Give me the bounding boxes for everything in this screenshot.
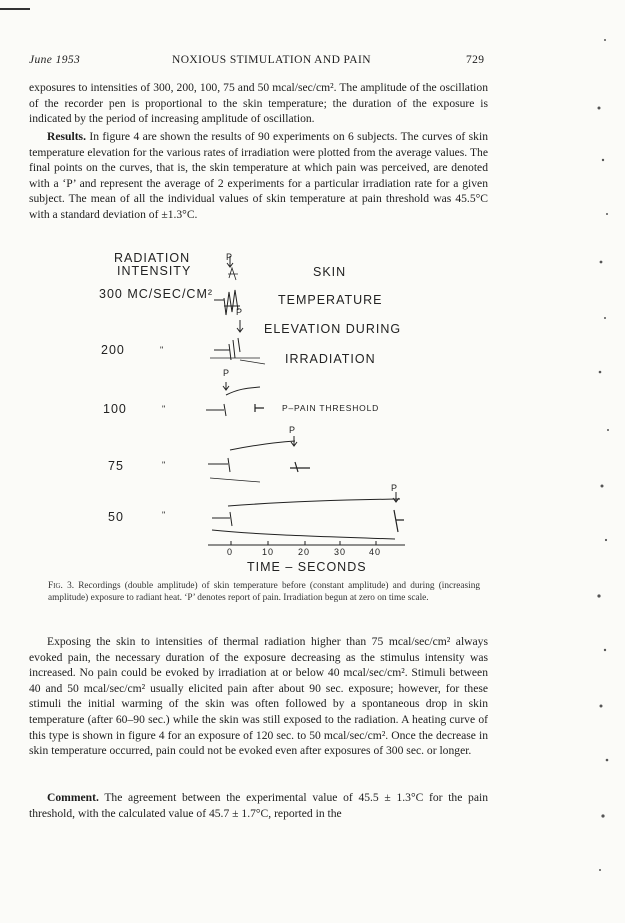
ditto-mark: " bbox=[160, 345, 165, 355]
intensity-75-label: 75 bbox=[108, 459, 124, 473]
intensity-200-label: 200 bbox=[101, 343, 125, 357]
intensity-label: INTENSITY bbox=[117, 264, 192, 278]
intensity-50-label: 50 bbox=[108, 510, 124, 524]
pain-marker: P bbox=[223, 368, 231, 378]
pain-threshold-legend: P–PAIN THRESHOLD bbox=[282, 403, 380, 413]
axis-tick-40: 40 bbox=[369, 547, 382, 557]
axis-tick-30: 30 bbox=[334, 547, 347, 557]
axis-tick-10: 10 bbox=[262, 547, 275, 557]
paragraph-text: In figure 4 are shown the results of 90 experiments on 6 subjects. The curves of skin temperature elevation for the various rates of irradiation were plotted from the average values. The final points on the curves, that is, the skin temperature at which pain was perceived, are denoted with a ‘P’ and represent the average of 2 experiments for a particular irradiation rate for a given subject. The mean of all the individual values of skin temperature at pain threshold was 45.5°C with a standard deviation of ±1.3°C. bbox=[29, 130, 488, 221]
pain-marker: P bbox=[226, 252, 234, 262]
caption-label: Fig. 3. bbox=[48, 581, 75, 591]
intensity-300-label: 300 MC/SEC/CM² bbox=[99, 287, 214, 301]
paragraph-text: The agreement between the experimental value of 45.5 ± 1.3°C for the pain threshold, with the calculated value of 45.7 ± 1.7°C, reported in the bbox=[29, 791, 488, 820]
paragraph-text: Exposing the skin to intensities of thermal radiation higher than 75 mcal/sec/cm² always evoked pain, the necessary duration of the exposure decreasing as the stimulus intensity was increased. No pain could be evoked by irradiation at or below 40 mcal/sec/cm². Stimuli between 40 and 50 mcal/sec/cm² usually elicited pain after about 90 sec. exposure; however, for these stimuli the initial warming of the skin was often followed by a spontaneous drop in skin temperature (after 60–90 sec.) while the skin was still exposed to the radiation. A heating curve of this type is shown in figure 4 for an exposure of 120 sec. to 50 mcal/sec/cm². Once the decrease in skin temperature occurred, pain could not be evoked even after exposures of 300 sec. or longer. bbox=[29, 635, 488, 758]
header-title: NOXIOUS STIMULATION AND PAIN bbox=[172, 54, 371, 66]
axis-tick-0: 0 bbox=[227, 547, 234, 557]
scan-top-border bbox=[0, 0, 30, 10]
pain-marker: P bbox=[391, 483, 399, 493]
figure-title-line-4: IRRADIATION bbox=[285, 352, 376, 366]
caption-text: Recordings (double amplitude) of skin temperature before (constant amplitude) and during (increasing amplitude) exposure to radiant heat. ‘P’ denotes report of pain. Irradiation begun at zero on time scale. bbox=[48, 581, 480, 604]
axis-tick-20: 20 bbox=[298, 547, 311, 557]
paragraph-exposing bbox=[29, 634, 488, 759]
figure-title-line-2: TEMPERATURE bbox=[278, 293, 383, 307]
figure-title-line-3: ELEVATION DURING bbox=[264, 322, 402, 336]
page-number: 729 bbox=[466, 54, 485, 66]
time-axis-label: TIME – SECONDS bbox=[247, 560, 367, 574]
paragraph-comment bbox=[29, 790, 488, 821]
figure-caption bbox=[48, 580, 480, 605]
paragraph-text: exposures to intensities of 300, 200, 100, 75 and 50 mcal/sec/cm². The amplitude of the oscillation of the recorder pen is proportional to the skin temperature; the duration of the exposure is indicated by the period of increasing amplitude of oscillation. bbox=[29, 81, 488, 126]
ditto-mark: " bbox=[162, 510, 167, 520]
pain-marker: P bbox=[236, 307, 244, 317]
ditto-mark: " bbox=[162, 404, 167, 414]
comment-heading: Comment. bbox=[47, 791, 99, 804]
paragraph-exposures bbox=[29, 80, 488, 127]
figure-title-line-1: SKIN bbox=[313, 265, 347, 279]
ditto-mark: " bbox=[162, 460, 167, 470]
intensity-100-label: 100 bbox=[103, 402, 127, 416]
recording-traces bbox=[0, 240, 625, 580]
header-date: June 1953 bbox=[29, 54, 81, 66]
pain-marker: P bbox=[289, 425, 297, 435]
paragraph-results bbox=[29, 129, 488, 223]
results-heading: Results. bbox=[47, 130, 86, 143]
figure-3 bbox=[0, 240, 625, 580]
radiation-label: RADIATION bbox=[114, 251, 191, 265]
